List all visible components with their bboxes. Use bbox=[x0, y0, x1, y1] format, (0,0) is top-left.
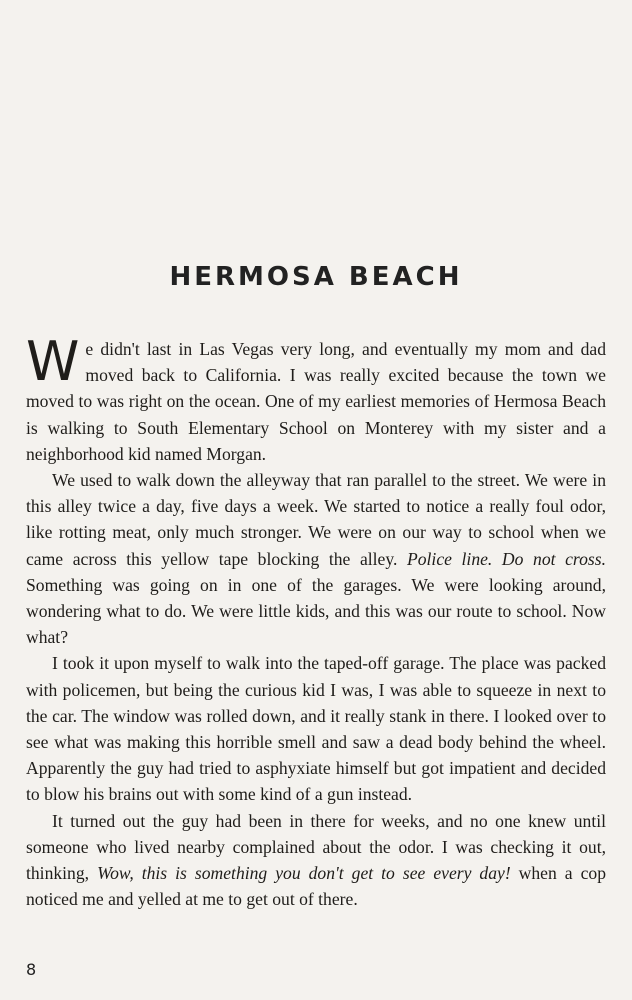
paragraph-3-text: I took it upon myself to walk into the taped-off garage. The place was packed with policemen, but being the curious kid I was, I was able to squeeze in next to the car. The window was rolled down, and it really stank in there. I looked over to see what was making this horrible smell and saw a dead body behind the wheel. Apparently the guy had tried to asphyxiate himself but got impatient and decided to blow his brains out with some kind of a gun instead. bbox=[26, 653, 606, 805]
paragraph-2-text-after: Something was going on in one of the garages. We were looking around, wondering what to do. We were little kids, and this was our route to school. Now what? bbox=[26, 574, 606, 648]
paragraph-1-text: e didn't last in Las Vegas very long, and eventually my mom and dad moved back to California. I was really excited because the town we moved to was right on the ocean. One of my earliest memories of Hermosa Beach is walking to South Elementary School on Monterey with my sister and a neighborhood kid named Morgan. bbox=[26, 339, 606, 464]
page-number: 8 bbox=[26, 960, 37, 979]
paragraph-4-text-after: when a cop noticed me and yelled at me to get out of there. bbox=[26, 863, 607, 910]
paragraph-2 bbox=[26, 467, 606, 650]
paragraph-4-italic: Wow, this is something you don't get to see every day! bbox=[97, 863, 511, 884]
paragraph-2-text-before: We used to walk down the alleyway that ran parallel to the street. We were in this alley twice a day, five days a week. We started to notice a really foul odor, like rotting meat, only much stronger. We were on our way to school when we came across this yellow tape blocking the alley. bbox=[26, 470, 606, 569]
paragraph-4-text-before: It turned out the guy had been in there for weeks, and no one knew until someone who lived nearby complained about the odor. I was checking it out, thinking, bbox=[26, 810, 606, 884]
paragraph-4 bbox=[26, 808, 606, 913]
paragraph-2-italic: Police line. Do not cross. bbox=[407, 548, 606, 569]
paragraph-3 bbox=[26, 650, 606, 807]
chapter-title: HERMOSA BEACH bbox=[169, 262, 463, 292]
drop-cap: W bbox=[26, 330, 80, 393]
paragraph-1 bbox=[26, 330, 606, 467]
chapter-body bbox=[26, 330, 607, 912]
